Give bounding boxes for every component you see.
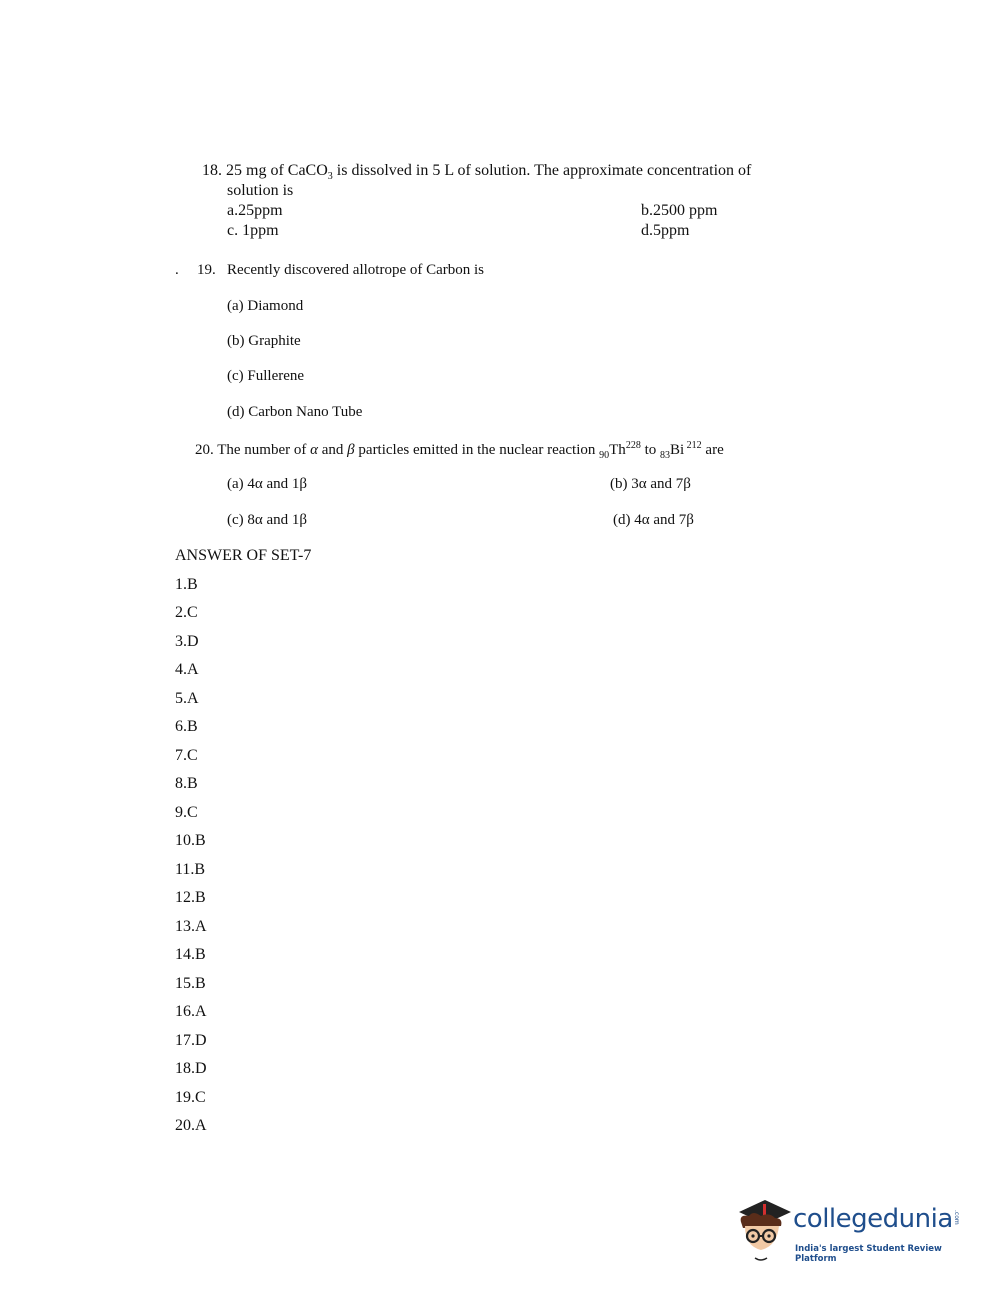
mascot-icon [735, 1196, 793, 1266]
q19-dot: . [175, 262, 179, 278]
q19-option-a: (a) Diamond [227, 298, 304, 314]
q20-text: 20. The number of α and β particles emitted in the nuclear reaction $_{90}Th^{228}$ to $_{83}$Bi $^{212}$ are [195, 440, 724, 461]
answer-item: 6.B [175, 718, 198, 735]
q18-option-a: a.25ppm [227, 202, 283, 219]
answer-item: 17.D [175, 1032, 207, 1049]
q20-option-b: (b) 3α and 7β [610, 476, 691, 492]
q18-line1: 18. 25 mg of CaCO$_3$ is dissolved in 5 L of solution. The approximate concentration of [202, 162, 752, 183]
q20-option-a: (a) 4α and 1β [227, 476, 308, 492]
q18-option-c: c. 1ppm [227, 222, 279, 239]
answer-item: 10.B [175, 832, 206, 849]
answers-title: ANSWER OF SET-7 [175, 547, 312, 564]
answer-item: 7.C [175, 747, 198, 764]
logo-wordmark: collegedunia [793, 1204, 953, 1234]
answer-item: 16.A [175, 1003, 207, 1020]
collegedunia-logo [735, 1196, 965, 1266]
q19-option-c: (c) Fullerene [227, 368, 305, 384]
answer-item: 9.C [175, 804, 198, 821]
answer-item: 15.B [175, 975, 206, 992]
q19-number: 19. [197, 262, 216, 278]
answer-item: 19.C [175, 1089, 206, 1106]
answer-item: 14.B [175, 946, 206, 963]
logo-com: .com [953, 1210, 960, 1225]
answer-item: 20.A [175, 1117, 207, 1134]
q19-text: Recently discovered allotrope of Carbon is [227, 262, 485, 278]
answer-item: 2.C [175, 604, 198, 621]
answer-item: 11.B [175, 861, 206, 878]
answer-item: 5.A [175, 690, 199, 707]
q20-option-d: (d) 4α and 7β [613, 512, 694, 528]
q18-option-d: d.5ppm [641, 222, 690, 239]
q18-line2: solution is [227, 182, 294, 199]
q20-option-c: (c) 8α and 1β [227, 512, 308, 528]
answer-item: 1.B [175, 576, 198, 593]
answer-item: 13.A [175, 918, 207, 935]
answer-item: 3.D [175, 633, 199, 650]
answer-item: 4.A [175, 661, 199, 678]
logo-tagline: India's largest Student Review Platform [795, 1244, 942, 1264]
answer-item: 8.B [175, 775, 198, 792]
q19-option-d: (d) Carbon Nano Tube [227, 404, 363, 420]
q19-option-b: (b) Graphite [227, 333, 301, 349]
q18-option-b: b.2500 ppm [641, 202, 718, 219]
answer-item: 18.D [175, 1060, 207, 1077]
answer-item: 12.B [175, 889, 206, 906]
